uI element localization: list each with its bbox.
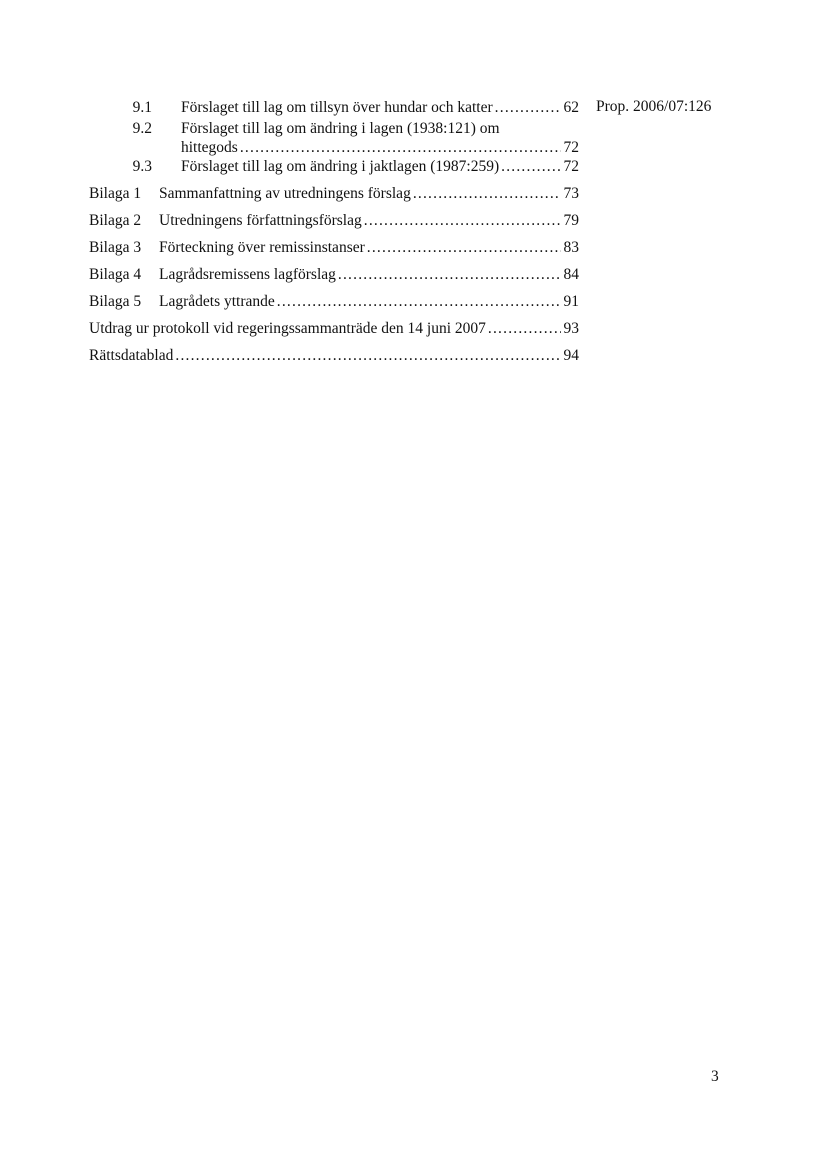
toc-page: 79 [563, 212, 579, 229]
dot-leader [488, 319, 561, 338]
toc-page: 62 [563, 99, 579, 116]
toc-number: Bilaga 2 [89, 212, 142, 229]
table-of-contents [89, 98, 579, 365]
toc-entry-bilaga-1[interactable] [89, 184, 579, 203]
toc-title: Utdrag ur protokoll vid regeringssammanträde den 14 juni 2007 [89, 320, 486, 337]
toc-title: Lagrådets yttrande [159, 293, 275, 310]
dot-leader [495, 98, 561, 117]
dot-leader [277, 292, 561, 311]
toc-entry-9-2[interactable] [89, 119, 579, 138]
toc-entry-9-1[interactable] [89, 98, 579, 117]
toc-page: 93 [563, 320, 579, 337]
dot-leader [175, 346, 561, 365]
dot-leader [338, 265, 561, 284]
dot-leader [364, 211, 561, 230]
toc-number: 9.3 [132, 158, 152, 175]
toc-number: 9.2 [132, 120, 152, 137]
toc-title-continued: hittegods [181, 139, 238, 156]
toc-title: Sammanfattning av utredningens förslag [159, 185, 411, 202]
toc-page: 94 [563, 347, 579, 364]
toc-entry-bilaga-2[interactable] [89, 211, 579, 230]
dot-leader [413, 184, 561, 203]
dot-leader [501, 157, 561, 176]
toc-number: 9.1 [132, 99, 152, 116]
toc-page: 91 [563, 293, 579, 310]
toc-title: Förteckning över remissinstanser [159, 239, 365, 256]
toc-entry-bilaga-3[interactable] [89, 238, 579, 257]
toc-page: 84 [563, 266, 579, 283]
toc-entry-9-3[interactable] [89, 157, 579, 176]
toc-entry-9-2-continued[interactable] [89, 138, 579, 157]
toc-page: 83 [563, 239, 579, 256]
toc-title: Förslaget till lag om ändring i jaktlagen (1987:259) [181, 158, 500, 175]
document-reference: Prop. 2006/07:126 [596, 98, 712, 115]
toc-title: Förslaget till lag om ändring i lagen (1938:121) om [181, 120, 500, 137]
toc-entry-legal-data-sheet[interactable] [89, 346, 579, 365]
toc-title: Rättsdatablad [89, 347, 174, 364]
toc-page: 72 [563, 158, 579, 175]
toc-number: Bilaga 4 [89, 266, 142, 283]
toc-number: Bilaga 1 [89, 185, 142, 202]
toc-entry-bilaga-4[interactable] [89, 265, 579, 284]
toc-title: Utredningens författningsförslag [159, 212, 362, 229]
toc-entry-protocol-extract[interactable] [89, 319, 579, 338]
dot-leader [240, 138, 561, 157]
toc-page: 73 [563, 185, 579, 202]
toc-title: Lagrådsremissens lagförslag [159, 266, 336, 283]
toc-number: Bilaga 3 [89, 239, 142, 256]
toc-entry-bilaga-5[interactable] [89, 292, 579, 311]
toc-number: Bilaga 5 [89, 293, 142, 310]
toc-page: 72 [563, 139, 579, 156]
page-number: 3 [711, 1068, 719, 1085]
dot-leader [367, 238, 561, 257]
toc-title: Förslaget till lag om tillsyn över hundar och katter [181, 99, 493, 116]
